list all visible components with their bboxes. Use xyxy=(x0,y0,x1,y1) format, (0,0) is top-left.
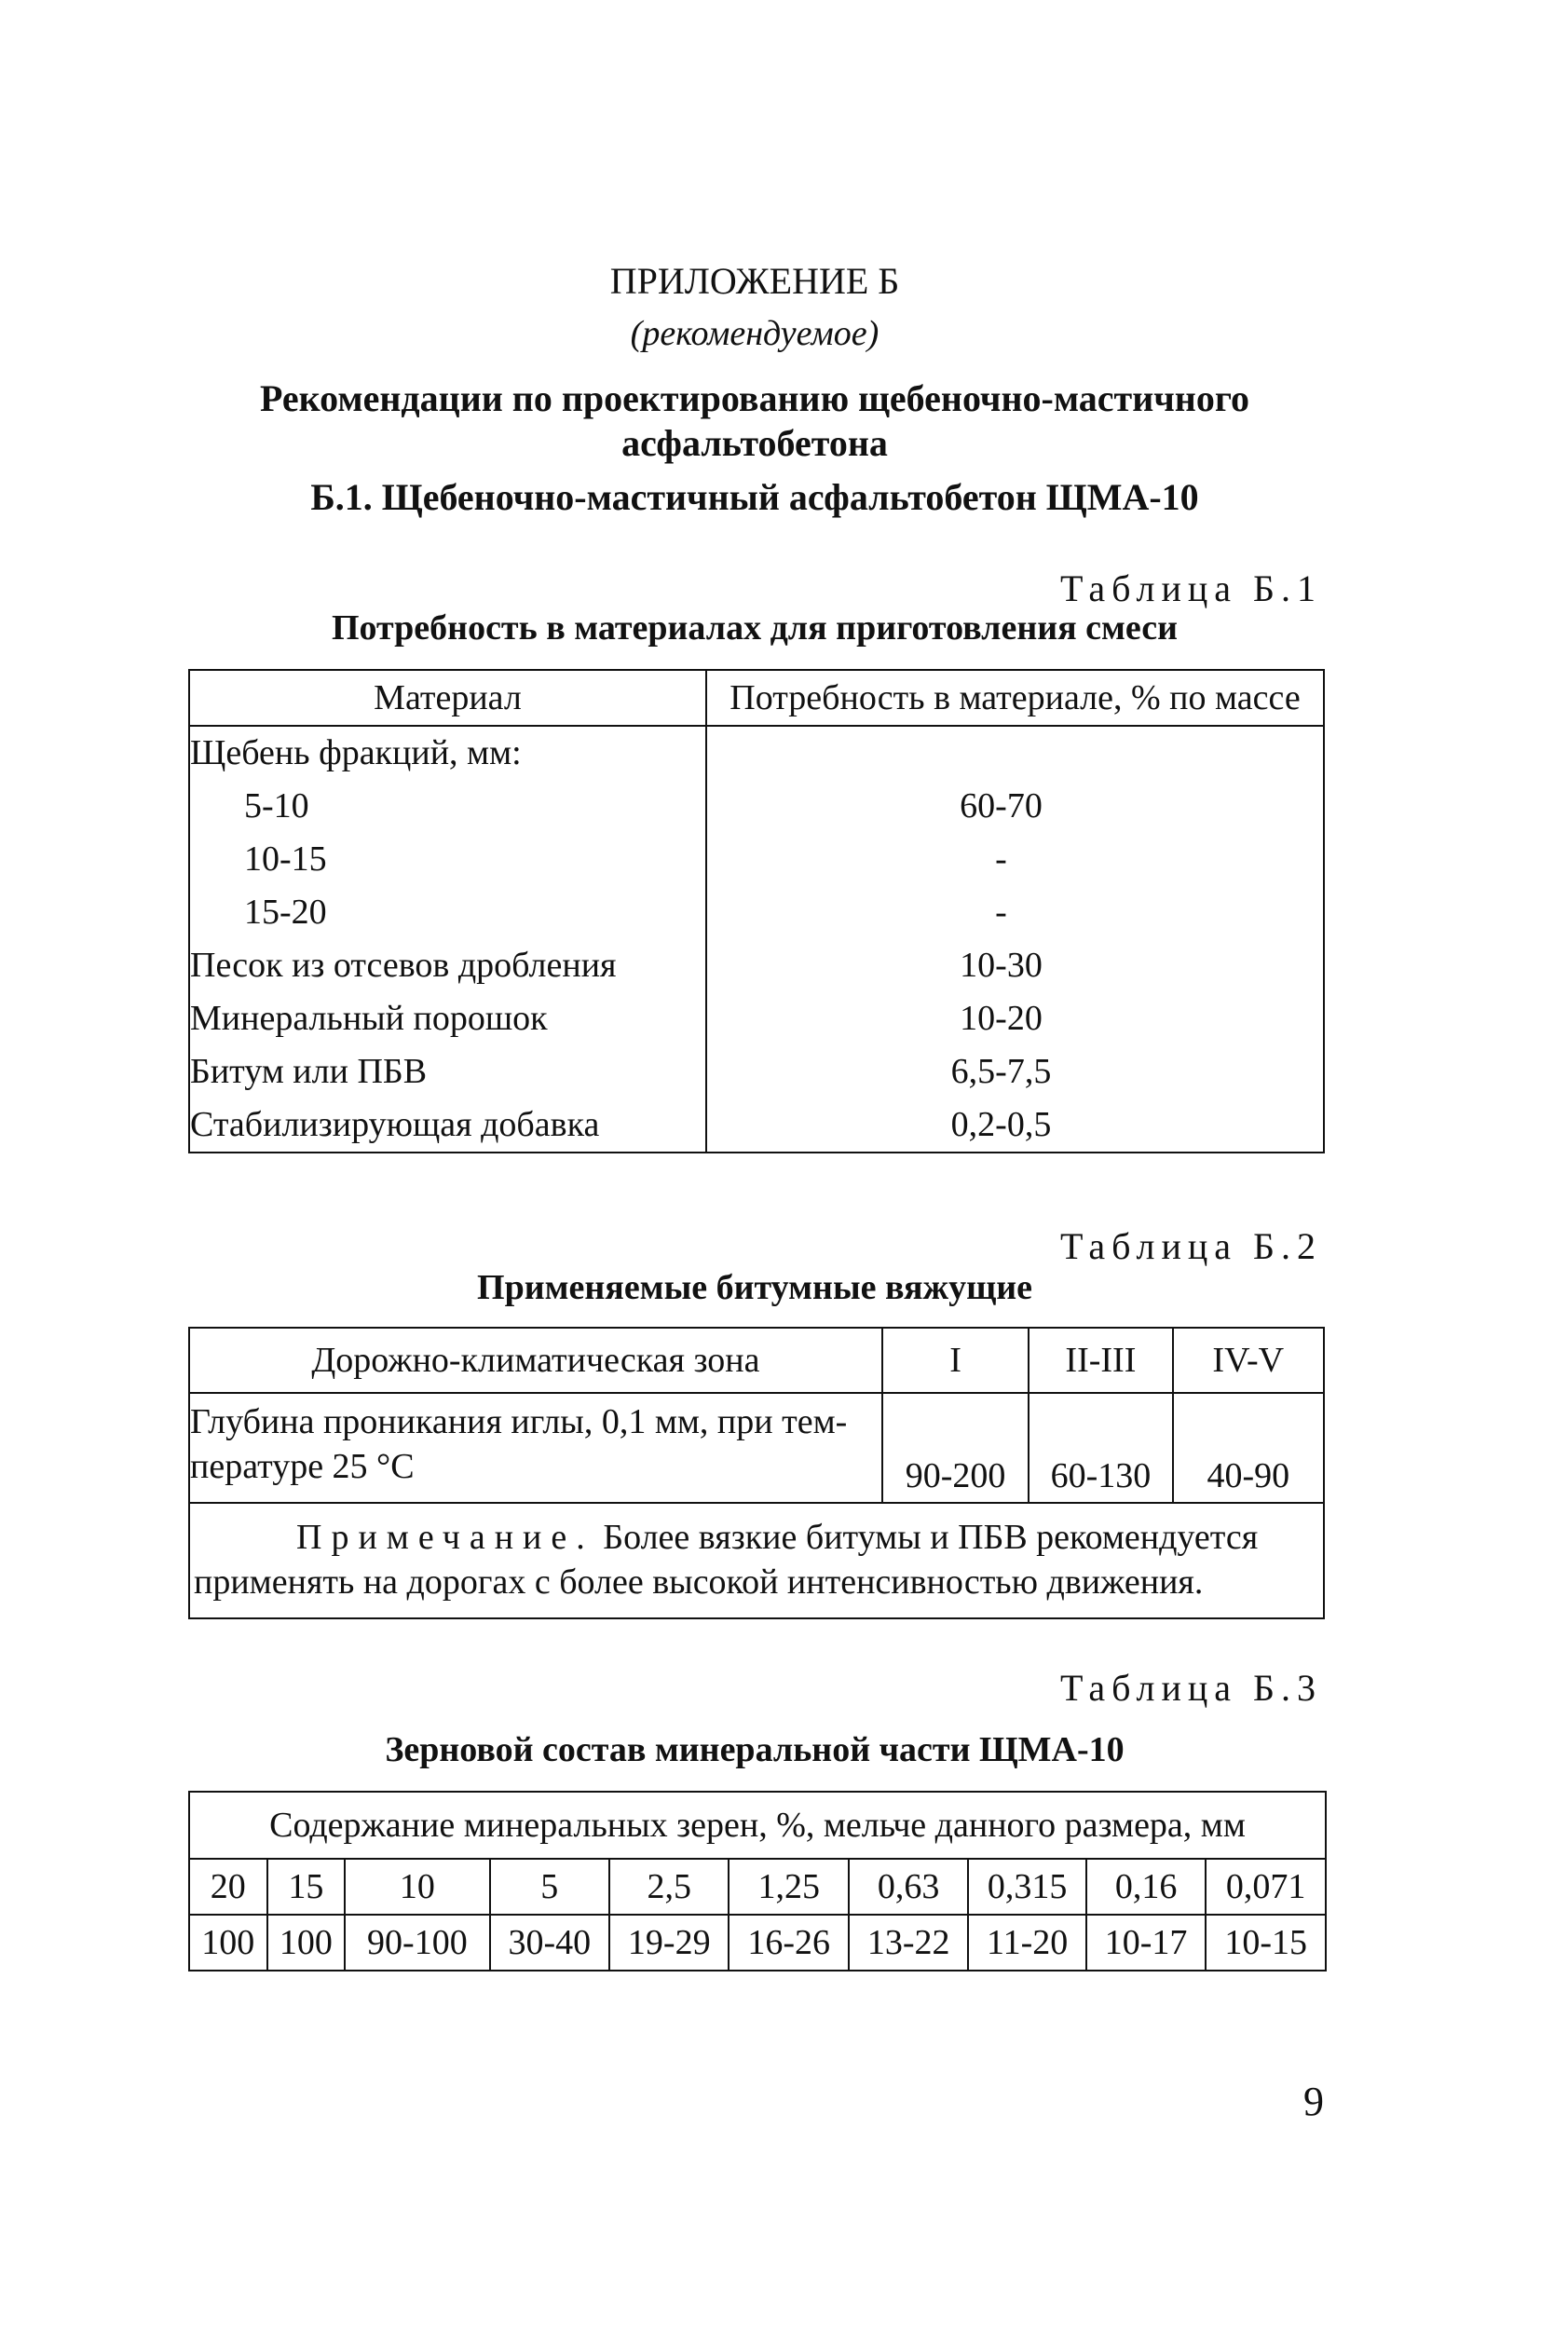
size-cell: 2,5 xyxy=(609,1859,729,1915)
table-header-cell: II-III xyxy=(1029,1328,1172,1393)
binders-table xyxy=(188,1327,1325,1619)
section-heading: Б.1. Щебеночно-мастичный асфальтобетон ЩМА-10 xyxy=(310,476,1199,518)
size-cell: 0,16 xyxy=(1086,1859,1206,1915)
table-header-cell: IV-V xyxy=(1173,1328,1324,1393)
material-cell: Стабилизирующая добавка xyxy=(190,1105,600,1144)
value-cell: 11-20 xyxy=(968,1915,1085,1971)
table3-title: Зерновой состав минеральной части ЩМА-10 xyxy=(385,1730,1125,1769)
value-cell: 100 xyxy=(189,1915,267,1971)
document-heading-line2: асфальтобетона xyxy=(621,422,888,464)
note-prefix: Примечание. xyxy=(296,1518,594,1557)
requirement-cell: 10-20 xyxy=(960,999,1043,1038)
value-cell: 10-17 xyxy=(1086,1915,1206,1971)
table-cell: 60-130 xyxy=(1029,1393,1172,1503)
note-text: Более вязкие битумы и ПБВ рекомендуется применять на дорогах с более высокой интенсивностью движения. xyxy=(194,1518,1259,1602)
table-row xyxy=(189,1393,1324,1503)
table-header-cell: Дорожно-климатическая зона xyxy=(189,1328,882,1393)
table2-title: Применяемые битумные вяжущие xyxy=(477,1268,1032,1307)
requirement-cell: 6,5-7,5 xyxy=(950,1052,1052,1091)
table-caption-cell: Содержание минеральных зерен, %, мельче данного размера, мм xyxy=(189,1792,1326,1859)
size-cell: 0,63 xyxy=(849,1859,968,1915)
table-body xyxy=(189,726,1324,1153)
size-cell: 0,315 xyxy=(968,1859,1085,1915)
material-cell: Битум или ПБВ xyxy=(190,1052,428,1091)
requirement-cell xyxy=(707,727,1323,780)
table-header-row xyxy=(189,1328,1324,1393)
sizes-row xyxy=(189,1859,1326,1915)
material-cell: 10-15 xyxy=(244,839,327,879)
requirement-column xyxy=(706,726,1324,1153)
size-cell: 5 xyxy=(490,1859,609,1915)
appendix-title: ПРИЛОЖЕНИЕ Б xyxy=(609,260,900,302)
page-number: 9 xyxy=(1303,2079,1324,2124)
table-cell: 90-200 xyxy=(882,1393,1029,1503)
table-cell: 40-90 xyxy=(1173,1393,1324,1503)
table2-label: Таблица Б.2 xyxy=(1059,1225,1322,1267)
size-cell: 20 xyxy=(189,1859,267,1915)
value-cell: 10-15 xyxy=(1206,1915,1326,1971)
values-row xyxy=(189,1915,1326,1971)
table-note-row xyxy=(189,1503,1324,1618)
document-heading-line1: Рекомендации по проектированию щебеночно-мастичного xyxy=(259,377,1250,419)
row-label-cell: Глубина проникания иглы, 0,1 мм, при тем- пературе 25 °С xyxy=(189,1393,882,1503)
material-cell: 5-10 xyxy=(244,786,309,825)
table3-label: Таблица Б.3 xyxy=(1059,1667,1322,1709)
size-cell: 15 xyxy=(267,1859,346,1915)
requirement-cell: 10-30 xyxy=(960,946,1043,985)
material-column xyxy=(189,726,706,1153)
value-cell: 90-100 xyxy=(345,1915,489,1971)
table-header-cell: Материал xyxy=(189,670,706,726)
grain-composition-table xyxy=(188,1791,1327,1971)
table-header-cell: I xyxy=(882,1328,1029,1393)
appendix-subtitle: (рекомендуемое) xyxy=(630,314,879,353)
requirement-cell: - xyxy=(995,893,1007,932)
size-cell: 10 xyxy=(345,1859,489,1915)
value-cell: 100 xyxy=(267,1915,346,1971)
materials-table xyxy=(188,669,1325,1153)
value-cell: 19-29 xyxy=(609,1915,729,1971)
material-cell: Песок из отсевов дробления xyxy=(190,946,617,985)
value-cell: 13-22 xyxy=(849,1915,968,1971)
material-cell: 15-20 xyxy=(244,893,327,932)
material-cell: Щебень фракций, мм: xyxy=(190,733,522,772)
value-cell: 30-40 xyxy=(490,1915,609,1971)
size-cell: 1,25 xyxy=(729,1859,848,1915)
requirement-cell: - xyxy=(995,839,1007,879)
table1-label: Таблица Б.1 xyxy=(1059,567,1322,609)
requirement-cell: 60-70 xyxy=(960,786,1043,825)
table1-title: Потребность в материалах для приготовления смеси xyxy=(331,608,1179,648)
requirement-cell: 0,2-0,5 xyxy=(950,1105,1052,1144)
value-cell: 16-26 xyxy=(729,1915,848,1971)
table-note-cell xyxy=(189,1503,1324,1618)
table-caption-row xyxy=(189,1792,1326,1859)
size-cell: 0,071 xyxy=(1206,1859,1326,1915)
table-header-cell: Потребность в материале, % по массе xyxy=(706,670,1324,726)
material-cell: Минеральный порошок xyxy=(190,999,548,1038)
table-header-row xyxy=(189,670,1324,726)
